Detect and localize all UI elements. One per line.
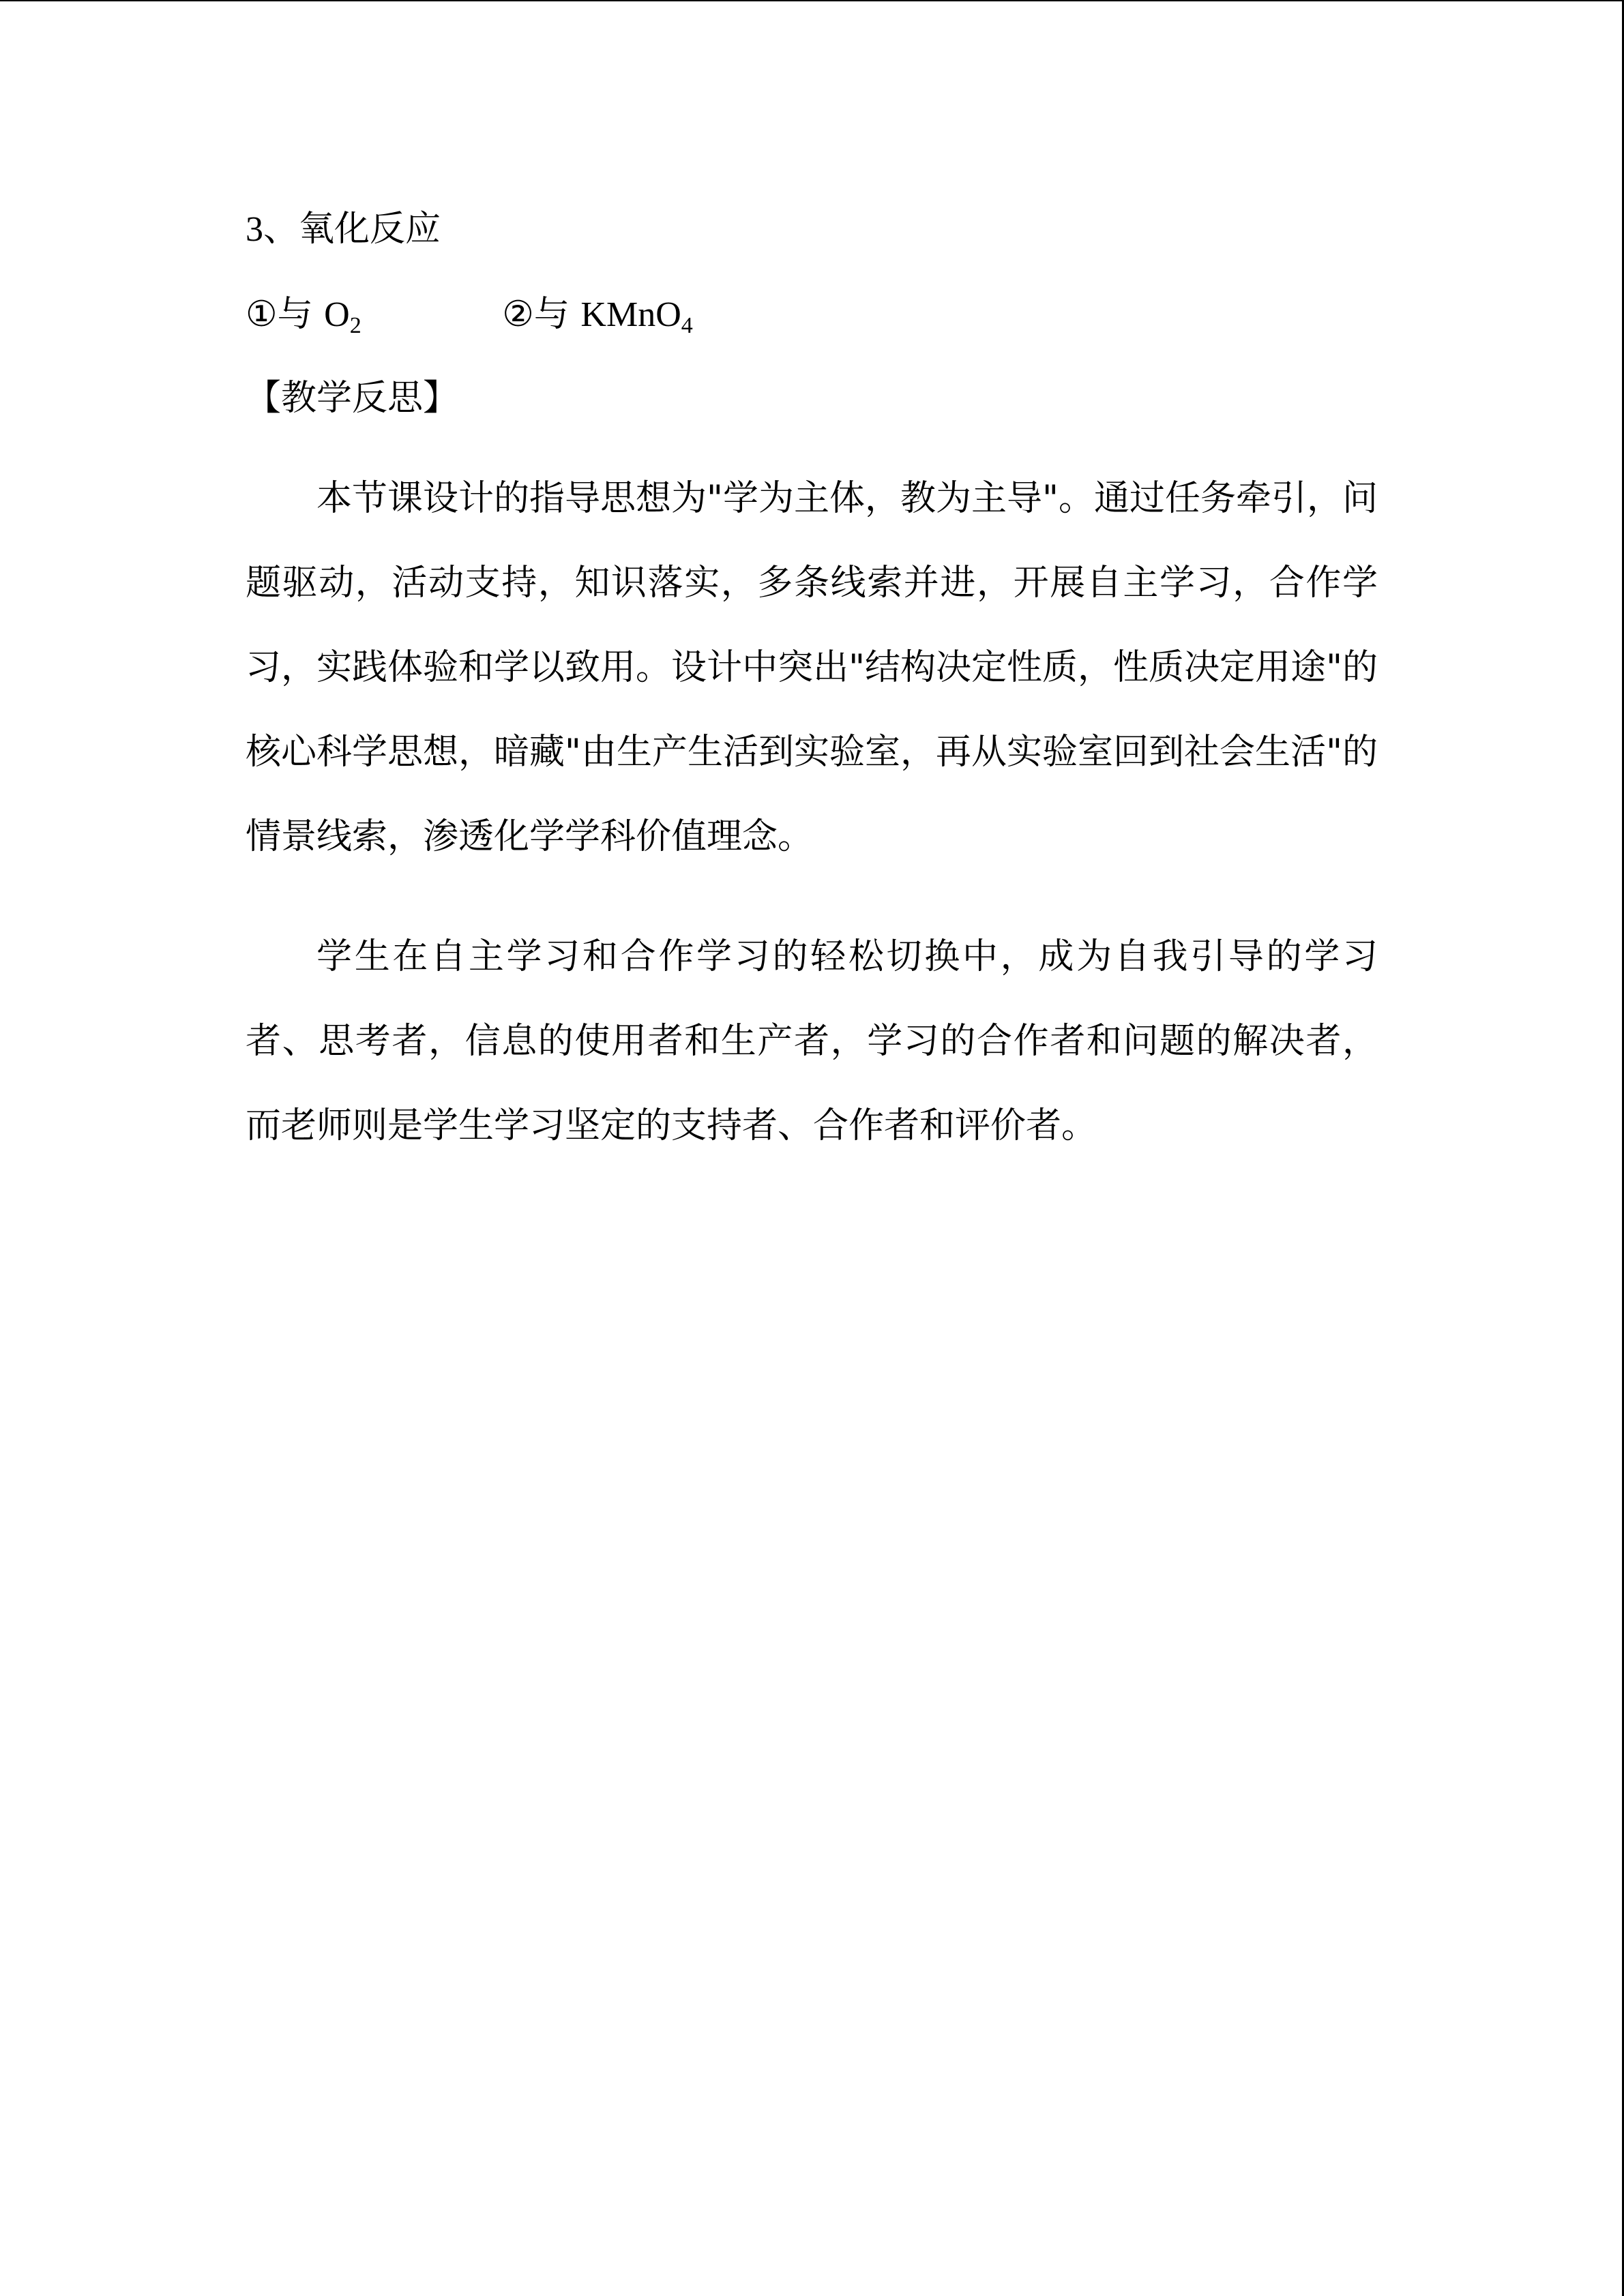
reflection-paragraph: 学生在自主学习和合作学习的轻松切换中，成为自我引导的学习者、思考者，信息的使用者和生产者，学习的合作者和问题的解决者，而老师则是学生学习坚定的支持者、合作者和评价者。 <box>246 936 1378 1146</box>
option-kmno4 <box>502 293 693 336</box>
option-o2 <box>246 293 361 336</box>
reflection-paragraph: 本节课设计的指导思想为"学为主体，教为主导"。通过任务牵引，问题驱动，活动支持，知识落实，多条线索并进，开展自主学习，合作学习，实践体验和学以致用。设计中突出"结构决定性质，性质决定用途"的核心科学思想，暗藏"由生产生活到实验室，再从实验室回到社会生活"的情景线索，渗透化学学科价值理念。 <box>246 478 1378 857</box>
reaction-options <box>246 293 1378 336</box>
section-title: 氧化反应 <box>299 209 441 250</box>
option-marker: ① <box>246 294 278 335</box>
page-edge-top <box>0 0 1624 1</box>
section-separator: 、 <box>263 209 299 250</box>
formula-main: KMnO <box>580 295 681 334</box>
formula-main: O <box>324 295 350 334</box>
section-number: 3 <box>246 210 263 249</box>
section-heading <box>246 208 1378 251</box>
formula-subscript: 2 <box>349 313 361 338</box>
option-prefix: 与 <box>277 294 325 335</box>
formula-subscript: 4 <box>681 313 693 338</box>
document-body <box>246 208 1378 1204</box>
option-prefix: 与 <box>533 294 581 335</box>
option-marker: ② <box>502 294 534 335</box>
reflection-heading: 【教学反思】 <box>246 378 459 419</box>
